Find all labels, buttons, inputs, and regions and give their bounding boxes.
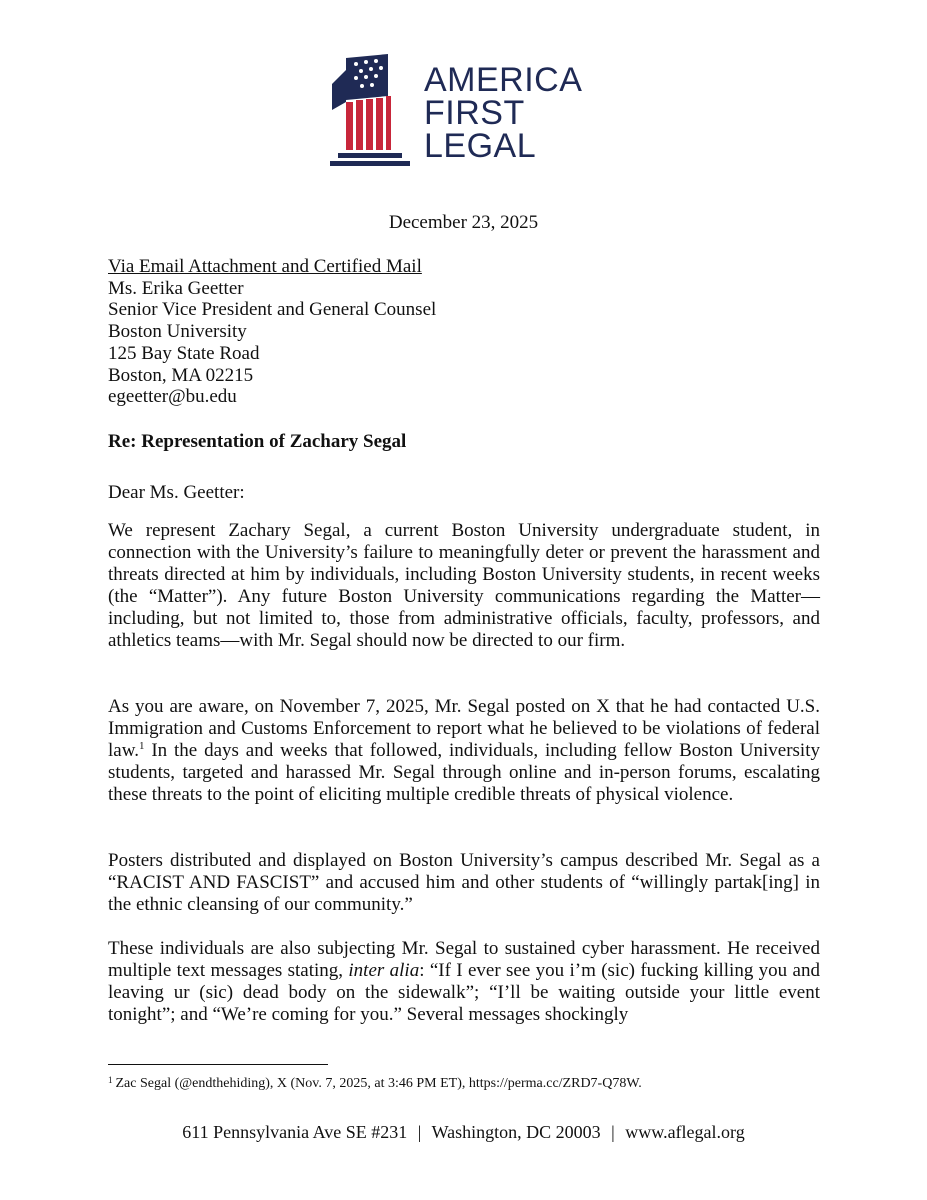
footnote-text: Zac Segal (@endthehiding), X (Nov. 7, 2025, at 3:46 PM ET), https://perma.cc/ZRD7-Q78W. (115, 1076, 642, 1091)
footer-separator: | (611, 1122, 615, 1142)
body-paragraph-3: Posters distributed and displayed on Boston University’s campus described Mr. Segal as a “RACIST AND FASCIST” and accused him and other students of “willingly partak[ing] in the ethnic cleansing of our community.” (108, 850, 820, 915)
footnote-divider (108, 1064, 328, 1065)
italic-phrase: inter alia (348, 960, 420, 981)
subject-line: Re: Representation of Zachary Segal (108, 431, 407, 452)
organization-logo (326, 50, 606, 172)
paragraph-4-part-b: : “If I ever see you i’m (sic) fucking killing you and leaving ur (sic) dead body on the sidewalk”; “I’ll be waiting outside your little event tonight”; and “We’re coming for you.” Several messages shockingly (108, 960, 820, 1025)
footer-city: Washington, DC 20003 (431, 1122, 601, 1142)
logo-line-america: AMERICA (424, 61, 583, 99)
footnote-number: 1 (108, 1075, 113, 1085)
recipient-name: Ms. Erika Geetter (108, 277, 244, 299)
salutation: Dear Ms. Geetter: (108, 482, 245, 503)
footnote (108, 1075, 642, 1092)
delivery-method: Via Email Attachment and Certified Mail (108, 256, 422, 277)
recipient-street: 125 Bay State Road (108, 342, 260, 364)
footnote-reference: 1 (138, 740, 145, 752)
logo-line-first: FIRST (424, 94, 525, 132)
recipient-address-block (108, 256, 436, 408)
paragraph-2-part-b: In the days and weeks that followed, individuals, including fellow Boston University students, targeted and harassed Mr. Segal through online and in-person forums, escalating these threats to the point of eliciting multiple credible threats of physical violence. (108, 740, 820, 805)
body-paragraph-4 (108, 938, 820, 1026)
logo-wordmark (424, 61, 583, 165)
recipient-city: Boston, MA 02215 (108, 364, 254, 386)
body-paragraph-1: We represent Zachary Segal, a current Boston University undergraduate student, in connection with the University’s failure to meaningfully deter or prevent the harassment and threats directed at him by individuals, including Boston University students, in recent weeks (the “Matter”). Any future Boston University communications regarding the Matter—including, but not limited to, those from administrative officials, faculty, professors, and athletics teams—with Mr. Segal should now be directed to our firm. (108, 520, 820, 651)
recipient-title: Senior Vice President and General Counsel (108, 299, 437, 321)
paragraph-4-part-a: These individuals are also subjecting Mr. Segal to sustained cyber harassment. He received multiple text messages stating, (108, 938, 820, 981)
pillar-flag-icon (326, 50, 416, 172)
body-paragraph-2 (108, 696, 820, 806)
recipient-email: egeetter@bu.edu (108, 386, 237, 408)
paragraph-2-part-a: As you are aware, on November 7, 2025, Mr. Segal posted on X that he had contacted U.S. Immigration and Customs Enforcement to report what he believed to be violations of federal law. (108, 696, 820, 761)
footer-address: 611 Pennsylvania Ave SE #231 (182, 1122, 408, 1142)
letterhead-footer (0, 1122, 927, 1143)
letter-date: December 23, 2025 (388, 212, 539, 233)
logo-line-legal: LEGAL (424, 127, 537, 165)
footer-separator: | (417, 1122, 422, 1142)
recipient-organization: Boston University (108, 321, 247, 343)
footer-website[interactable]: www.aflegal.org (625, 1122, 745, 1142)
